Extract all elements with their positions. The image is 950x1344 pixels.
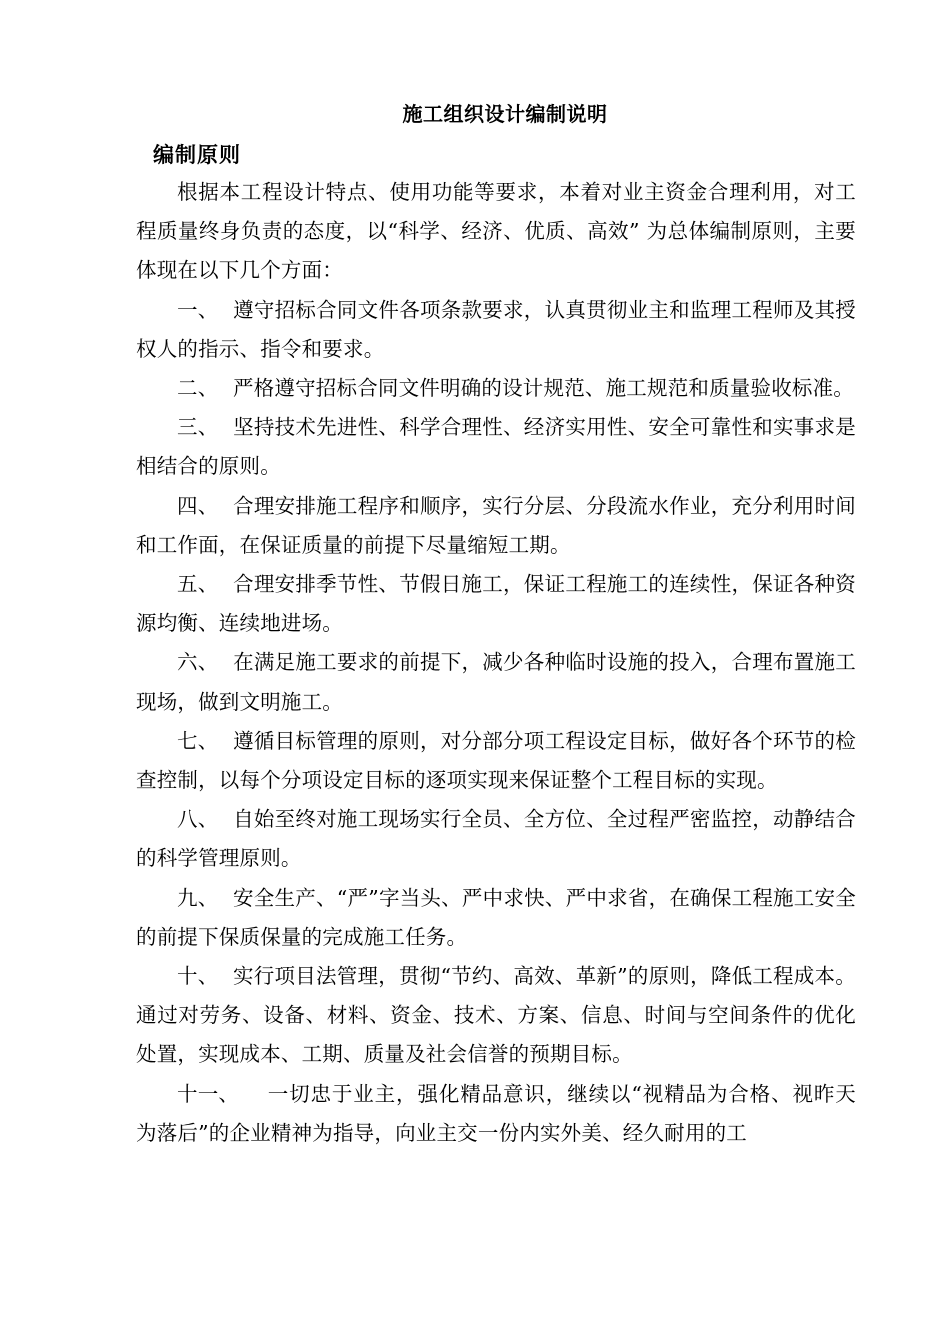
item-text: 严格遵守招标合同文件明确的设计规范、施工规范和质量验收标准。 bbox=[233, 376, 854, 401]
document-title: 施工组织设计编制说明 bbox=[402, 102, 608, 126]
principle-item-6 bbox=[136, 643, 856, 721]
item-text: 在满足施工要求的前提下，减少各种临时设施的投入，合理布置施工现场，做到文明施工。 bbox=[136, 650, 856, 714]
item-number: 二、 bbox=[177, 376, 219, 401]
item-text: 自始至终对施工现场实行全员、全方位、全过程严密监控，动静结合的科学管理原则。 bbox=[136, 807, 856, 871]
principle-item-7 bbox=[136, 722, 856, 800]
item-text: 合理安排季节性、节假日施工，保证工程施工的连续性，保证各种资源均衡、连续地进场。 bbox=[136, 572, 856, 636]
item-number: 九、 bbox=[177, 885, 219, 910]
item-text: 遵守招标合同文件各项条款要求，认真贯彻业主和监理工程师及其授权人的指示、指令和要求。 bbox=[136, 297, 856, 361]
item-number: 五、 bbox=[177, 572, 219, 597]
principle-item-1 bbox=[136, 291, 856, 369]
item-number: 一、 bbox=[177, 297, 219, 322]
principle-item-5 bbox=[136, 565, 856, 643]
principle-item-11 bbox=[136, 1075, 856, 1153]
principle-item-4 bbox=[136, 487, 856, 565]
principle-item-3 bbox=[136, 408, 856, 486]
item-number: 八、 bbox=[177, 807, 219, 832]
item-text: 实行项目法管理，贯彻“节约、高效、革新”的原则，降低工程成本。通过对劳务、设备、材料、资金、技术、方案、信息、时间与空间条件的优化处置，实现成本、工期、质量及社会信誉的预期目标。 bbox=[136, 964, 856, 1067]
principle-item-9 bbox=[136, 879, 856, 957]
item-number: 十、 bbox=[177, 964, 219, 989]
principle-item-10 bbox=[136, 957, 856, 1075]
item-text: 遵循目标管理的原则，对分部分项工程设定目标，做好各个环节的检查控制，以每个分项设定目标的逐项实现来保证整个工程目标的实现。 bbox=[136, 728, 856, 793]
item-number: 六、 bbox=[177, 650, 219, 675]
principle-item-8 bbox=[136, 800, 856, 878]
item-text: 坚持技术先进性、科学合理性、经济实用性、安全可靠性和实事求是相结合的原则。 bbox=[136, 415, 856, 479]
item-number: 三、 bbox=[177, 415, 219, 440]
section-heading: 编制原则 bbox=[153, 142, 241, 167]
document-body bbox=[136, 173, 856, 1153]
item-number: 七、 bbox=[177, 728, 219, 753]
intro-paragraph: 根据本工程设计特点、使用功能等要求，本着对业主资金合理利用，对工程质量终身负责的态度，以“科学、经济、优质、高效” 为总体编制原则，主要体现在以下几个方面： bbox=[136, 180, 856, 283]
item-text: 一切忠于业主，强化精品意识，继续以“视精品为合格、视昨天为落后”的企业精神为指导，向业主交一份内实外美、经久耐用的工 bbox=[136, 1081, 856, 1145]
item-number: 十一、 bbox=[177, 1081, 240, 1106]
item-number: 四、 bbox=[177, 493, 219, 518]
item-text: 合理安排施工程序和顺序，实行分层、分段流水作业，充分利用时间和工作面，在保证质量的前提下尽量缩短工期。 bbox=[136, 493, 856, 557]
item-text: 安全生产、“严”字当头、严中求快、严中求省，在确保工程施工安全的前提下保质保量的完成施工任务。 bbox=[136, 885, 856, 949]
principle-item-2 bbox=[136, 369, 856, 408]
